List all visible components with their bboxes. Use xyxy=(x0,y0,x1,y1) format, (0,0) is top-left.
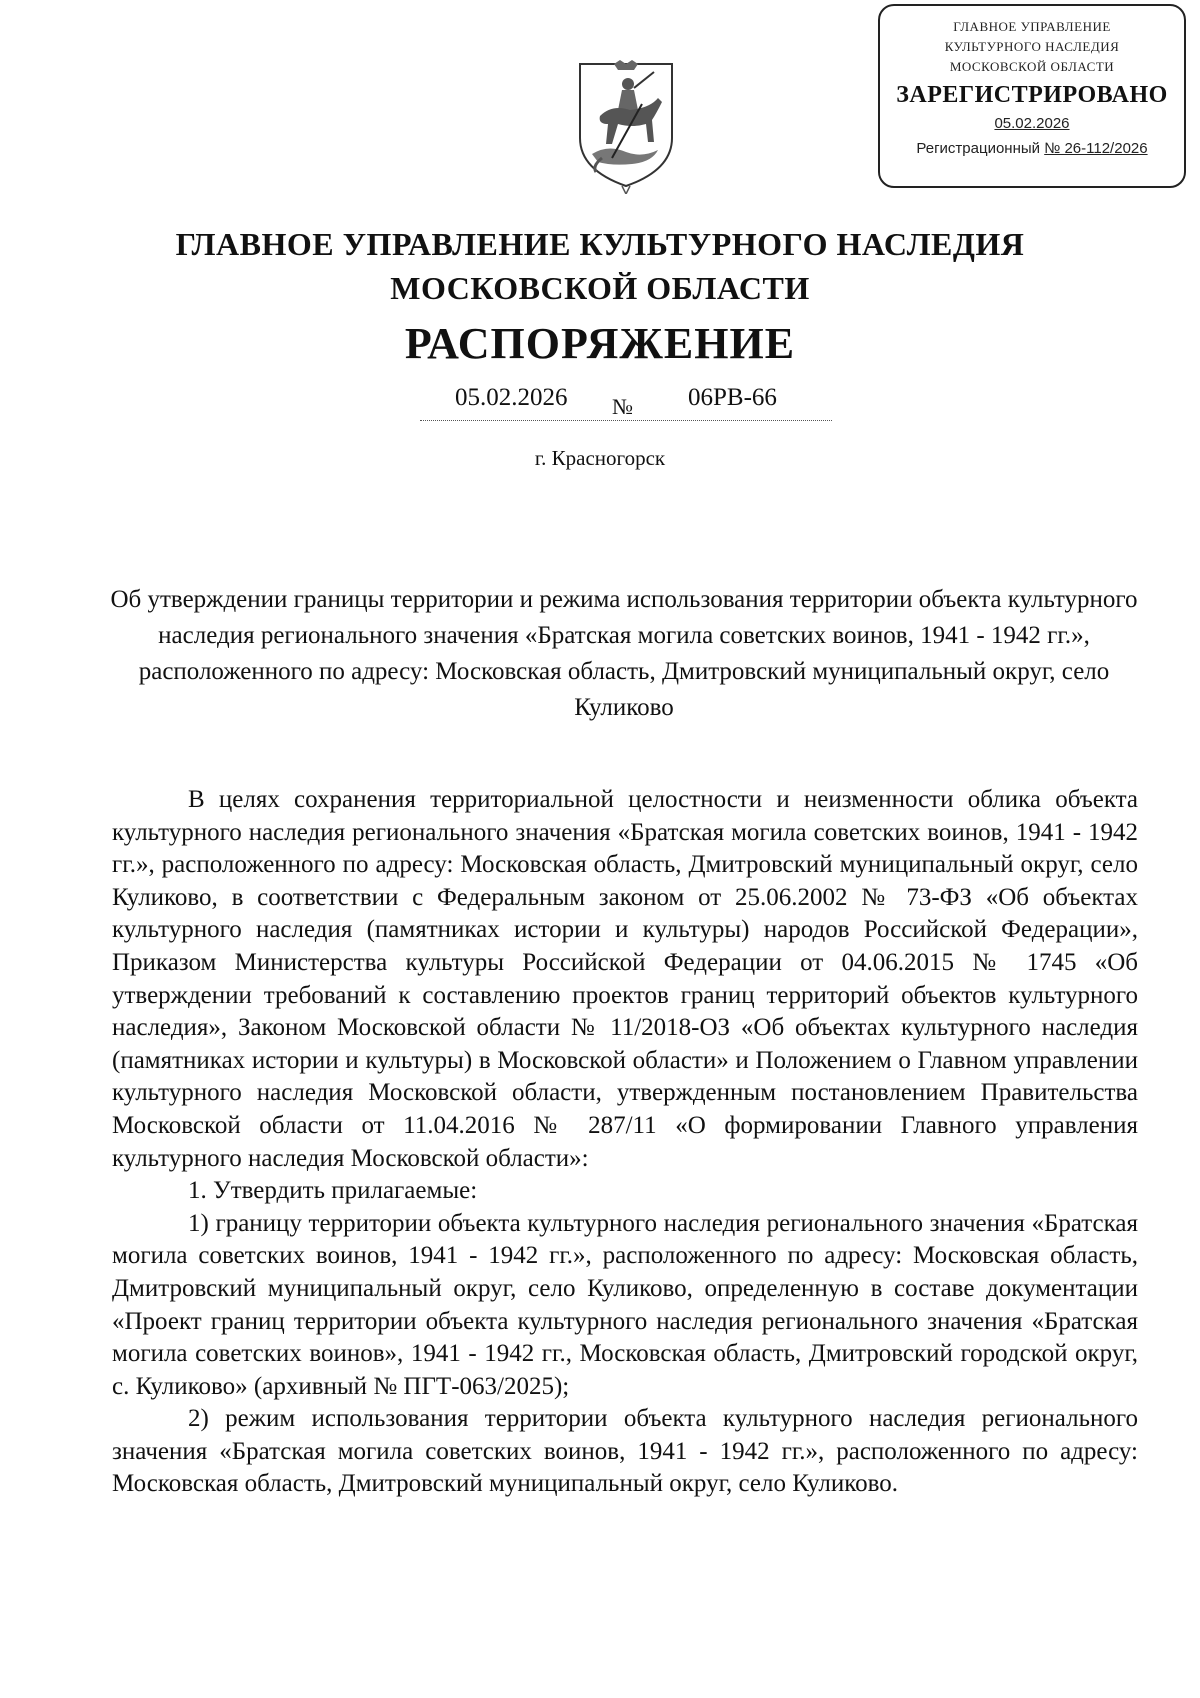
item-1-1: 1) границу территории объекта культурного наследия регионального значения «Братская могила советских воинов, 1941 - 1942 гг.», расположенного по адресу: Московская область, Дмитровский муниципальный округ, село Куликово, определенную в составе документации «Проект границ территории объекта культурного наследия регионального значения «Братская могила советских воинов», 1941 - 1942 гг., Московская область, Дмитровский городской округ, с. Куликово» (архивный № ПГТ-063/2025); xyxy=(112,1209,1138,1400)
document-date: 05.02.2026 xyxy=(455,384,568,411)
stamp-regno-value: № 26-112/2026 xyxy=(1044,140,1148,157)
organization-title-line: ГЛАВНОЕ УПРАВЛЕНИЕ КУЛЬТУРНОГО НАСЛЕДИЯ xyxy=(175,226,1025,262)
stamp-status: ЗАРЕГИСТРИРОВАНО xyxy=(896,82,1168,108)
item-1: 1. Утвердить прилагаемые: xyxy=(188,1177,478,1205)
number-underline xyxy=(420,420,832,421)
organization-title-line: МОСКОВСКОЙ ОБЛАСТИ xyxy=(390,270,810,306)
stamp-org-line: МОСКОВСКОЙ ОБЛАСТИ xyxy=(949,59,1115,74)
stamp-regno-label: Регистрационный xyxy=(916,140,1041,157)
number-sign: № xyxy=(612,394,633,419)
document-body xyxy=(112,784,1138,1501)
document-type: РАСПОРЯЖЕНИЕ xyxy=(404,319,796,368)
item-1-2: 2) режим использования территории объекта культурного наследия регионального значения «Братская могила советских воинов, 1941 - 1942 гг.», расположенного по адресу: Московская область, Дмитровский муниципальный округ, село Куликово. xyxy=(112,1405,1138,1498)
stamp-regno xyxy=(880,140,1184,157)
document-city: г. Красногорск xyxy=(534,446,666,470)
coat-of-arms-emblem xyxy=(572,58,680,194)
coat-of-arms-icon xyxy=(572,58,680,194)
stamp-org-name xyxy=(880,16,1184,78)
organization-title xyxy=(0,222,1200,310)
registration-stamp xyxy=(878,4,1186,188)
stamp-date: 05.02.2026 xyxy=(994,115,1070,132)
preamble-paragraph: В целях сохранения территориальной целостности и неизменности облика объекта культурного наследия регионального значения «Братская могила советских воинов, 1941 - 1942 гг.», расположенного по адресу: Московская область, Дмитровский муниципальный округ, село Куликово, в соответствии с Федеральным законом от 25.06.2002 № 73-ФЗ «Об объектах культурного наследия (памятниках истории и культуры) народов Российской Федерации», Приказом Министерства культуры Российской Федерации от 04.06.2015 № 1745 «Об утверждении требований к составлению проектов границ территорий объектов культурного наследия», Законом Московской области № 11/2018-ОЗ «Об объектах культурного наследия (памятниках истории и культуры) в Московской области» и Положением о Главном управлении культурного наследия Московской области, утвержденным постановлением Правительства Московской области от 11.04.2016 № 287/11 «О формировании Главного управления культурного наследия Московской области»: xyxy=(112,786,1138,1172)
stamp-org-line: ГЛАВНОЕ УПРАВЛЕНИЕ xyxy=(953,19,1111,34)
document-date-number xyxy=(420,384,832,428)
document-subject: Об утверждении границы территории и режима использования территории объекта культурного наследия регионального значения «Братская могила советских воинов, 1941 - 1942 гг.», расположенного по адресу: Московская область, Дмитровский муниципальный округ, село Куликово xyxy=(110,586,1138,721)
document-number: 06РВ-66 xyxy=(688,384,777,411)
stamp-org-line: КУЛЬТУРНОГО НАСЛЕДИЯ xyxy=(944,39,1120,54)
